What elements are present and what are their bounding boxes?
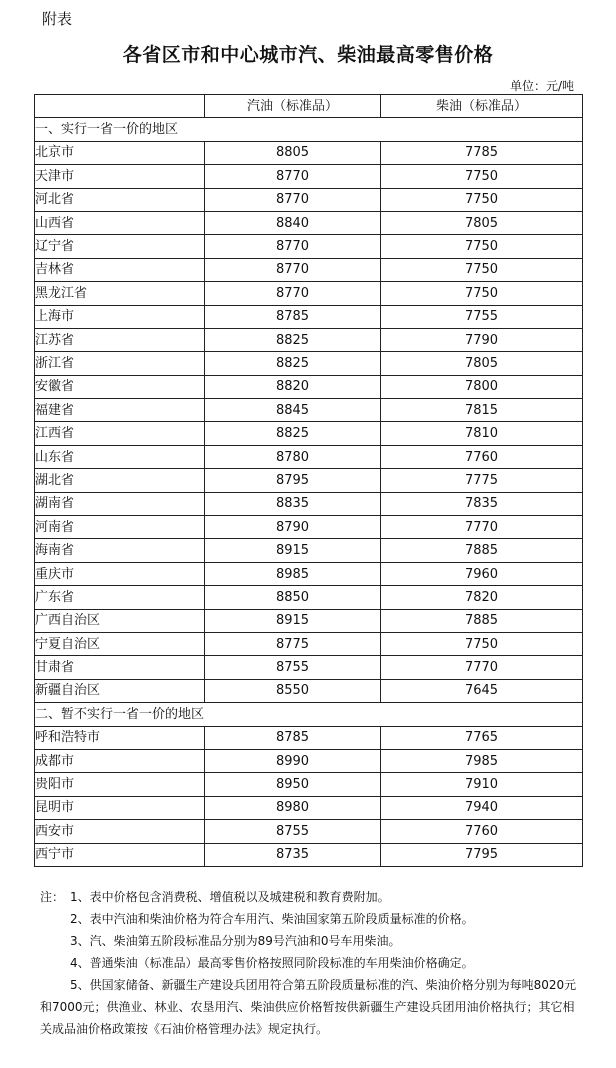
- table-row: [35, 562, 583, 585]
- diesel-price-cell: 7810: [381, 422, 583, 445]
- region-cell: 浙江省: [35, 352, 205, 375]
- gasoline-price-cell: 8785: [205, 726, 381, 749]
- price-table-body: [35, 95, 583, 867]
- table-row: [35, 656, 583, 679]
- header-diesel: 柴油（标准品）: [381, 95, 583, 118]
- region-cell: 贵阳市: [35, 773, 205, 796]
- diesel-price-cell: 7775: [381, 469, 583, 492]
- diesel-price-cell: 7760: [381, 820, 583, 843]
- diesel-price-cell: 7785: [381, 141, 583, 164]
- gasoline-price-cell: 8825: [205, 422, 381, 445]
- diesel-price-cell: 7750: [381, 632, 583, 655]
- region-cell: 河南省: [35, 516, 205, 539]
- diesel-price-cell: 7765: [381, 726, 583, 749]
- gasoline-price-cell: 8780: [205, 445, 381, 468]
- diesel-price-cell: 7760: [381, 445, 583, 468]
- section-row: [35, 118, 583, 141]
- table-row: [35, 445, 583, 468]
- diesel-price-cell: 7795: [381, 843, 583, 866]
- note-item: 4、普通柴油（标准品）最高零售价格按照同阶段标准的车用柴油价格确定。: [70, 956, 474, 970]
- diesel-price-cell: 7820: [381, 586, 583, 609]
- table-row: [35, 282, 583, 305]
- gasoline-price-cell: 8775: [205, 632, 381, 655]
- diesel-price-cell: 7805: [381, 211, 583, 234]
- region-cell: 北京市: [35, 141, 205, 164]
- gasoline-price-cell: 8915: [205, 609, 381, 632]
- table-row: [35, 749, 583, 772]
- table-row: [35, 609, 583, 632]
- region-cell: 福建省: [35, 399, 205, 422]
- diesel-price-cell: 7645: [381, 679, 583, 702]
- region-cell: 山东省: [35, 445, 205, 468]
- gasoline-price-cell: 8980: [205, 796, 381, 819]
- gasoline-price-cell: 8755: [205, 820, 381, 843]
- region-cell: 新疆自治区: [35, 679, 205, 702]
- table-row: [35, 726, 583, 749]
- header-region: [35, 95, 205, 118]
- table-row: [35, 305, 583, 328]
- notes-label: 注：: [40, 890, 65, 904]
- notes: [40, 886, 580, 1040]
- page-title: 各省区市和中心城市汽、柴油最高零售价格: [122, 44, 494, 66]
- region-cell: 重庆市: [35, 562, 205, 585]
- region-cell: 湖北省: [35, 469, 205, 492]
- gasoline-price-cell: 8825: [205, 352, 381, 375]
- table-row: [35, 492, 583, 515]
- note-item: 5、供国家储备、新疆生产建设兵团用符合第五阶段质量标准的汽、柴油价格分别为每吨8020元和7000元；供渔业、林业、农垦用汽、柴油供应价格暂按供新疆生产建设兵团用油价格执行；其它相关成品油价格政策按《石油价格管理办法》规定执行。: [40, 978, 577, 1036]
- gasoline-price-cell: 8550: [205, 679, 381, 702]
- diesel-price-cell: 7790: [381, 328, 583, 351]
- region-cell: 山西省: [35, 211, 205, 234]
- table-row: [35, 399, 583, 422]
- diesel-price-cell: 7770: [381, 656, 583, 679]
- table-row: [35, 539, 583, 562]
- region-cell: 西宁市: [35, 843, 205, 866]
- region-cell: 广西自治区: [35, 609, 205, 632]
- table-row: [35, 258, 583, 281]
- table-row: [35, 843, 583, 866]
- gasoline-price-cell: 8835: [205, 492, 381, 515]
- table-row: [35, 375, 583, 398]
- section-label: 一、实行一省一价的地区: [35, 118, 583, 141]
- gasoline-price-cell: 8755: [205, 656, 381, 679]
- table-row: [35, 632, 583, 655]
- diesel-price-cell: 7815: [381, 399, 583, 422]
- table-row: [35, 211, 583, 234]
- diesel-price-cell: 7835: [381, 492, 583, 515]
- gasoline-price-cell: 8840: [205, 211, 381, 234]
- gasoline-price-cell: 8735: [205, 843, 381, 866]
- region-cell: 江西省: [35, 422, 205, 445]
- table-row: [35, 469, 583, 492]
- table-row: [35, 679, 583, 702]
- table-row: [35, 773, 583, 796]
- note-item: 3、汽、柴油第五阶段标准品分别为89号汽油和0号车用柴油。: [70, 934, 401, 948]
- region-cell: 宁夏自治区: [35, 632, 205, 655]
- diesel-price-cell: 7750: [381, 235, 583, 258]
- region-cell: 河北省: [35, 188, 205, 211]
- note-first-row: [40, 886, 580, 908]
- region-cell: 天津市: [35, 165, 205, 188]
- table-row: [35, 235, 583, 258]
- diesel-price-cell: 7960: [381, 562, 583, 585]
- table-header-row: [35, 95, 583, 118]
- table-row: [35, 141, 583, 164]
- region-cell: 呼和浩特市: [35, 726, 205, 749]
- gasoline-price-cell: 8795: [205, 469, 381, 492]
- region-cell: 辽宁省: [35, 235, 205, 258]
- note-item: 1、表中价格包含消费税、增值税以及城建税和教育费附加。: [70, 890, 390, 904]
- gasoline-price-cell: 8770: [205, 165, 381, 188]
- gasoline-price-cell: 8790: [205, 516, 381, 539]
- diesel-price-cell: 7910: [381, 773, 583, 796]
- region-cell: 海南省: [35, 539, 205, 562]
- gasoline-price-cell: 8820: [205, 375, 381, 398]
- table-row: [35, 586, 583, 609]
- gasoline-price-cell: 8845: [205, 399, 381, 422]
- gasoline-price-cell: 8915: [205, 539, 381, 562]
- diesel-price-cell: 7940: [381, 796, 583, 819]
- diesel-price-cell: 7750: [381, 188, 583, 211]
- gasoline-price-cell: 8785: [205, 305, 381, 328]
- diesel-price-cell: 7755: [381, 305, 583, 328]
- section-row: [35, 703, 583, 726]
- diesel-price-cell: 7800: [381, 375, 583, 398]
- region-cell: 成都市: [35, 749, 205, 772]
- price-table: [34, 94, 583, 867]
- region-cell: 吉林省: [35, 258, 205, 281]
- table-row: [35, 422, 583, 445]
- table-row: [35, 820, 583, 843]
- region-cell: 西安市: [35, 820, 205, 843]
- unit-label: 单位：元/吨: [509, 79, 574, 93]
- section-label: 二、暂不实行一省一价的地区: [35, 703, 583, 726]
- region-cell: 江苏省: [35, 328, 205, 351]
- gasoline-price-cell: 8950: [205, 773, 381, 796]
- gasoline-price-cell: 8770: [205, 258, 381, 281]
- header-gasoline: 汽油（标准品）: [205, 95, 381, 118]
- gasoline-price-cell: 8770: [205, 188, 381, 211]
- region-cell: 昆明市: [35, 796, 205, 819]
- table-row: [35, 516, 583, 539]
- gasoline-price-cell: 8850: [205, 586, 381, 609]
- region-cell: 广东省: [35, 586, 205, 609]
- note-item: 2、表中汽油和柴油价格为符合车用汽、柴油国家第五阶段质量标准的价格。: [70, 912, 474, 926]
- diesel-price-cell: 7885: [381, 609, 583, 632]
- region-cell: 湖南省: [35, 492, 205, 515]
- table-row: [35, 328, 583, 351]
- appendix-label: 附表: [42, 10, 73, 28]
- table-row: [35, 352, 583, 375]
- table-row: [35, 796, 583, 819]
- gasoline-price-cell: 8805: [205, 141, 381, 164]
- gasoline-price-cell: 8770: [205, 235, 381, 258]
- diesel-price-cell: 7805: [381, 352, 583, 375]
- region-cell: 甘肃省: [35, 656, 205, 679]
- diesel-price-cell: 7750: [381, 282, 583, 305]
- table-row: [35, 188, 583, 211]
- diesel-price-cell: 7770: [381, 516, 583, 539]
- diesel-price-cell: 7750: [381, 165, 583, 188]
- region-cell: 安徽省: [35, 375, 205, 398]
- table-row: [35, 165, 583, 188]
- gasoline-price-cell: 8985: [205, 562, 381, 585]
- gasoline-price-cell: 8770: [205, 282, 381, 305]
- region-cell: 上海市: [35, 305, 205, 328]
- gasoline-price-cell: 8825: [205, 328, 381, 351]
- gasoline-price-cell: 8990: [205, 749, 381, 772]
- region-cell: 黑龙江省: [35, 282, 205, 305]
- diesel-price-cell: 7750: [381, 258, 583, 281]
- diesel-price-cell: 7985: [381, 749, 583, 772]
- diesel-price-cell: 7885: [381, 539, 583, 562]
